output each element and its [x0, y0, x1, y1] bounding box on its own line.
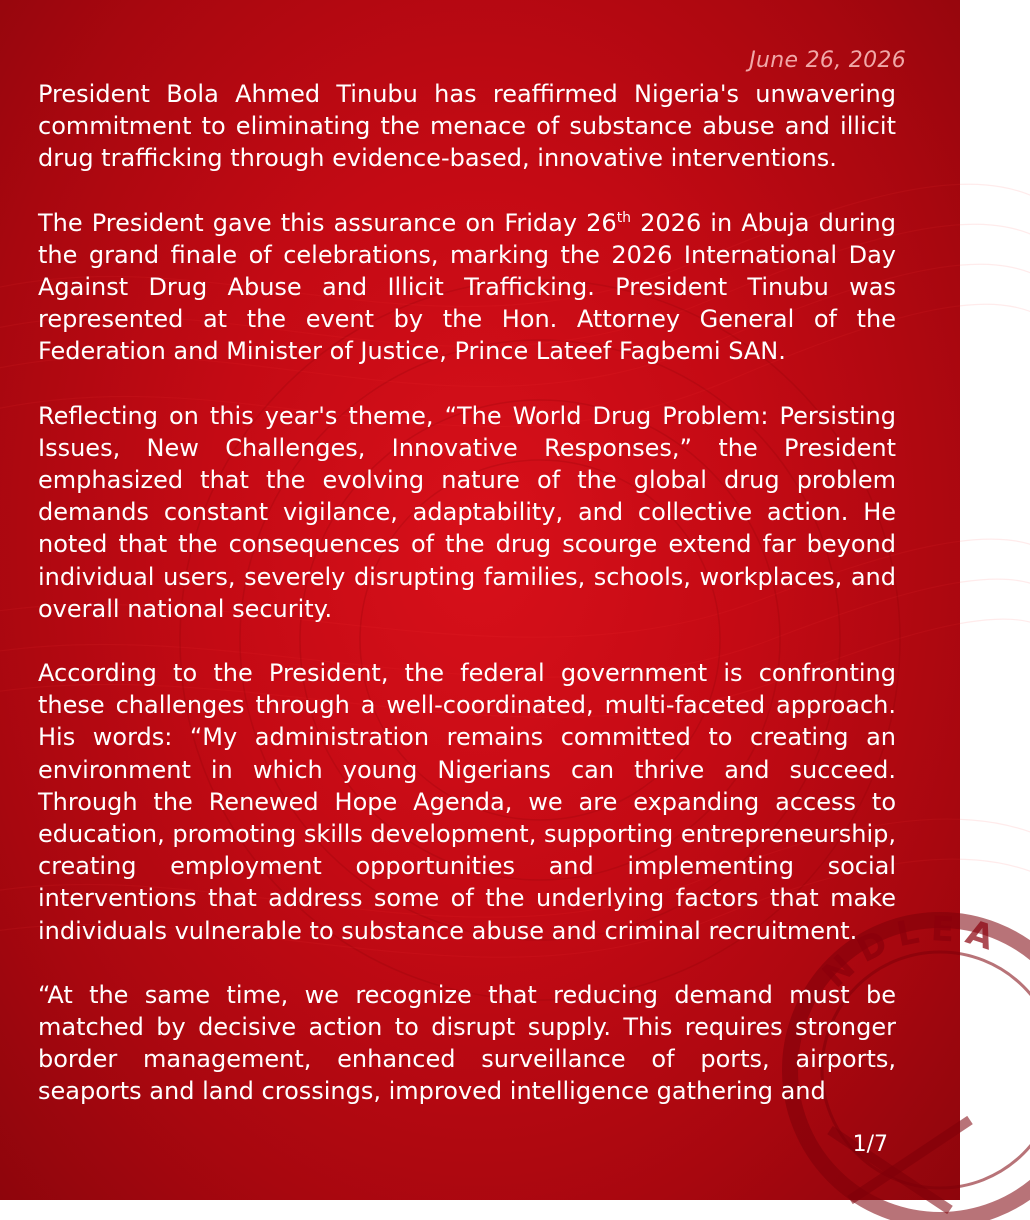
paragraph-3: Reflecting on this year's theme, “The World Drug Problem: Persisting Issues, New Challenges, Innovative Responses,” the President emphasized that the evolving nature of the global drug problem demands constant vigilance, adaptability, and collective action. He noted that the consequences of the drug scourge extend far beyond individual users, severely disrupting families, schools, workplaces, and overall national security. — [38, 401, 896, 623]
paragraph-2 — [38, 207, 896, 368]
emblem-text: NDLEA — [815, 909, 1009, 996]
paragraph-4: According to the President, the federal government is confronting these challenges through a well-coordinated, multi-faceted approach. His words: “My administration remains committed to creating an environment in which young Nigerians can thrive and succeed. Through the Renewed Hope Agenda, we are expanding access to education, promoting skills development, supporting entrepreneurship, creating employment opportunities and implementing social interventions that address some of the underlying factors that make individuals vulnerable to substance abuse and criminal recruitment. — [38, 659, 896, 945]
publication-date: June 26, 2026 — [749, 48, 906, 73]
page-indicator: 1/7 — [852, 1132, 888, 1157]
paragraph-1: President Bola Ahmed Tinubu has reaffirmed Nigeria's unwavering commitment to eliminating the menace of substance abuse and illicit drug trafficking through evidence-based, innovative interventions. — [38, 80, 896, 173]
paragraph-2-part-2: 2026 in Abuja during the grand finale of celebrations, marking the 2026 International Day Against Drug Abuse and Illicit Trafficking. President Tinubu was represented at the event by the Hon. Attorney General of the Federation and Minister of Justice, Prince Lateef Fagbemi SAN. — [38, 208, 896, 366]
paragraph-2-part-1: The President gave this assurance on Friday 26 — [38, 208, 617, 237]
article-body — [38, 78, 896, 1108]
paragraph-5: “At the same time, we recognize that reducing demand must be matched by decisive action to disrupt supply. This requires stronger border management, enhanced surveillance of ports, airports, seaports and land crossings, improved intelligence gathering and — [38, 980, 896, 1106]
ordinal-superscript: th — [616, 209, 632, 226]
